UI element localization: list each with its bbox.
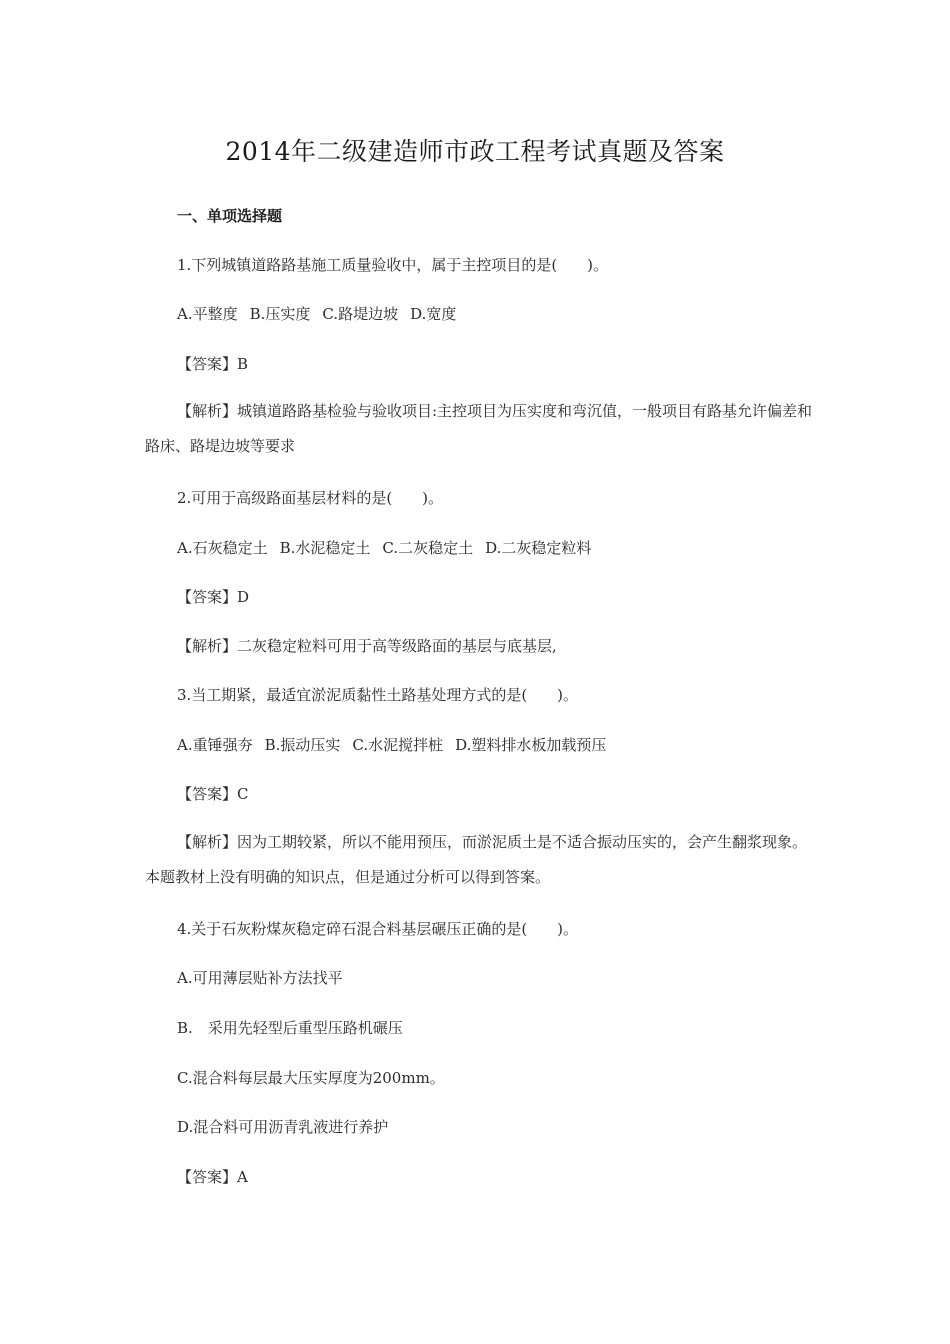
option-2-c: C.二灰稳定土 bbox=[382, 539, 474, 557]
option-4-b: B. 采用先轻型后重型压路机碾压 bbox=[177, 1019, 403, 1037]
question-3: 3.当工期紧，最适宜淤泥质黏性土路基处理方式的是( )。 bbox=[177, 686, 579, 704]
answer-2: 【答案】D bbox=[177, 588, 250, 606]
section-heading: 一、单项选择题 bbox=[177, 207, 283, 225]
option-2-b: B.水泥稳定土 bbox=[279, 539, 371, 557]
option-3-b: B.振动压实 bbox=[264, 736, 341, 754]
analysis-2: 【解析】二灰稳定粒料可用于高等级路面的基层与底基层, bbox=[177, 637, 557, 655]
question-1: 1.下列城镇道路路基施工质量验收中，属于主控项目的是( )。 bbox=[177, 256, 609, 274]
question-4: 4.关于石灰粉煤灰稳定碎石混合料基层碾压正确的是( )。 bbox=[177, 920, 579, 938]
analysis-1: 【解析】城镇道路路基检验与验收项目:主控项目为压实度和弯沉值，一般项目有路基允许偏差和路床、路堤边坡等要求 bbox=[145, 402, 813, 455]
answer-3: 【答案】C bbox=[177, 785, 249, 803]
option-4-a: A.可用薄层贴补方法找平 bbox=[177, 969, 343, 987]
answer-1: 【答案】B bbox=[177, 355, 249, 373]
analysis-3: 【解析】因为工期较紧，所以不能用预压，而淤泥质土是不适合振动压实的，会产生翻浆现象。本题教材上没有明确的知识点，但是通过分析可以得到答案。 bbox=[145, 833, 808, 886]
answer-4: 【答案】A bbox=[177, 1168, 248, 1186]
options-3 bbox=[177, 735, 618, 755]
option-2-a: A.石灰稳定土 bbox=[177, 539, 268, 557]
option-1-d: D.宽度 bbox=[410, 305, 457, 323]
option-3-d: D.塑料排水板加载预压 bbox=[455, 736, 607, 754]
option-1-c: C.路堤边坡 bbox=[322, 305, 399, 323]
option-4-d: D.混合料可用沥青乳液进行养护 bbox=[177, 1118, 389, 1136]
option-3-c: C.水泥搅拌桩 bbox=[352, 736, 444, 754]
option-2-d: D.二灰稳定粒料 bbox=[485, 539, 592, 557]
option-3-a: A.重锤强夯 bbox=[177, 736, 253, 754]
options-2 bbox=[177, 538, 603, 558]
document-title: 2014年二级建造师市政工程考试真题及答案 bbox=[225, 137, 725, 166]
option-1-a: A.平整度 bbox=[177, 305, 238, 323]
option-1-b: B.压实度 bbox=[249, 305, 311, 323]
option-4-c: C.混合料每层最大压实厚度为200mm。 bbox=[177, 1069, 445, 1087]
options-1 bbox=[177, 304, 468, 324]
question-2: 2.可用于高级路面基层材料的是( )。 bbox=[177, 489, 444, 507]
